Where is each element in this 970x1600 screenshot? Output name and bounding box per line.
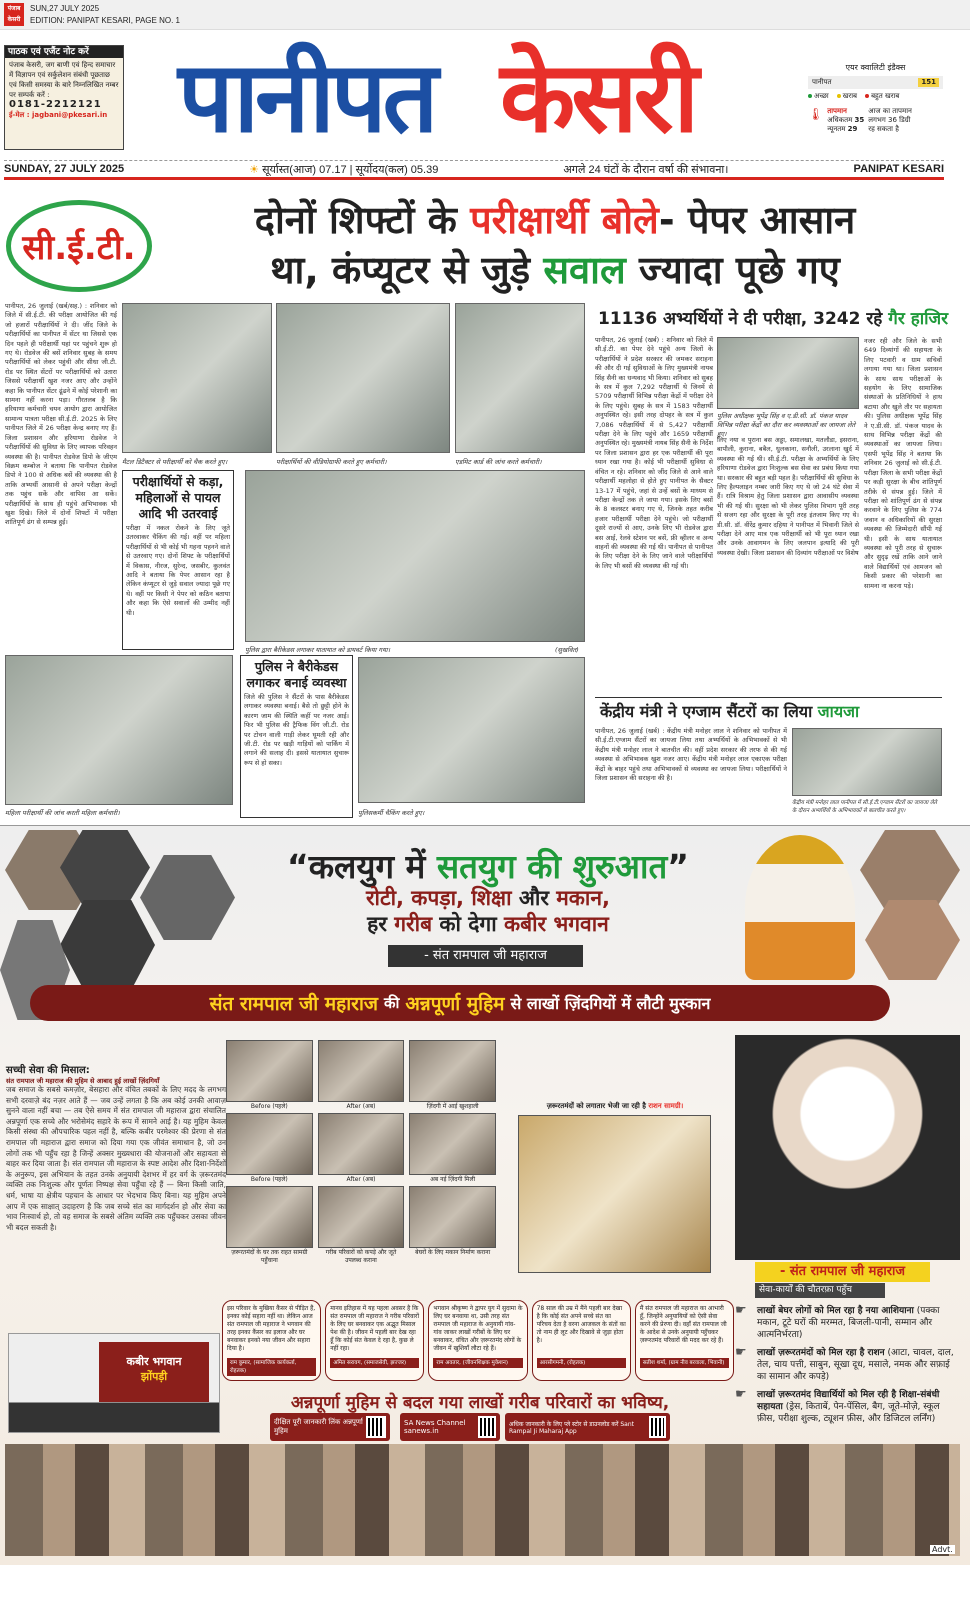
pointing-hand-icon: ☛ (735, 1303, 747, 1318)
photo-metal-detector (122, 303, 272, 453)
photo-police-checking (358, 657, 585, 803)
caption-sp-inspection: पुलिस अधीक्षक भूपेंद्र सिंह व ए.डी.सी. डॉ. पंकज यादव विभिन्न परीक्षा केंद्रों का दौरा कर व्यवस्थाओं का जायजा लेते हुए। (717, 412, 856, 438)
sun-icon: ☀ (249, 163, 260, 176)
box-body: जिले की पुलिस ने सैंटरों के पास बैरीकेडस लगाकर व्यवस्था बनाई। बैसे तो छुट्टी होने के कारण जाम की स्थिति कहीं पर नजर आई। फिर भी पुलिस की ट्रैफिक विंग जी.टी. रोड पर टोचन वाली गाड़ी लेकर घूमती रही और जी.टी. रोड पर खड़ी गाड़ियों को पार्किंग में लगाने की सलाह दी। इससे यातायात सुचारू रूप से हो सका। (244, 693, 349, 767)
grid-label: अब नई ज़िंदगी मिली (430, 1176, 476, 1183)
caption-police-checking: पुलिसकर्मी चैकिंग करते हुए। (358, 809, 425, 817)
testimonial: मैं संत रामपाल जी महाराज का आभारी हूँ, जिन्होंने अनुयायियों को ऐसी सेवा करने की प्रेरणा दी। वहाँ संत रामपाल जी के आदेश से उनके अनुयायी पहुँचकर ज़रूरतमंद परिवारों की मदद कर रहे हैं। सतीश शर्मा, (ग्राम नीव बरवाला, भिवानी) (635, 1300, 734, 1381)
ad-left-body: जब समाज के सबसे कमज़ोर, बेसहारा और वंचित तबकों के लिए मदद के लगभग सभी दरवाज़े बंद नज़र आते हैं — जब उन्हें लगता है कि अब कोई उनकी आवाज़ सुनने वाला नहीं बचा — तब ऐसे समय में संत रामपाल जी महाराज द्वारा संचालित अन्नपूर्णा एक सच्चे और भरोसेमंद सहारे के रूप में सामने आई है। यह मुहिम केवल किसी संस्था की औपचारिक पहल नहीं है, बल्कि कबीर परमेश्वर की प्रेरणा से संत रामपाल जी महाराज द्वारा समाज को दिया गया एक जीवंत समाधान है, जो उन लोगों तक भी पहुँच रहा है जिन्हें अक्सर मुख्यधारा की योजनाओं और सहायता से बाहर कर दिया जाता है। संत रामपाल जी महाराज के स्पष्ट आदेश और दिशा-निर्देशों के अनुरूप, इस अभियान के तहत उनके अनुयायी देशभर में हर वर्ग के ज़रूरतमंद व्यक्ति तक निःशुल्क और पूर्णतः निष्पक्ष सेवा पहुँचा रहे हैं — बिना किसी जाति, धर्म, भाषा या क्षेत्रीय पहचान के आधार पर भेदभाव किए बिना। यह मुहिम अपने आप में एक साक्षात् उदाहरण है कि जब सच्चे संत का मार्गदर्शन हो और सेवा का भाव निःस्वार्थ हो, तो वह समाज के सबसे अंतिम व्यक्ति तक पहुँचकर उसका जीवन भी बदल सकती है। (6, 1085, 226, 1232)
testimonials (222, 1300, 734, 1381)
kabir-figure-image (745, 835, 855, 980)
photo-minister (792, 728, 942, 796)
box-title: पुलिस ने बैरीकेडस लगाकर बनाई व्यवस्था (246, 659, 347, 690)
photo-credit: (सुखवित) (555, 646, 579, 654)
ad-subheadline: रोटी, कपड़ा, शिक्षा और मकान, हर गरीब को देगा कबीर भगवान (365, 886, 611, 936)
bullet-item: ☛ लाखों ज़रूरतमंद विद्यार्थियों को मिल रही है शिक्षा-संबंधी सहायता (ड्रेस, किताबें, पेन-पेंसिल, बैग, जूते-मोज़े, स्कूल फ़ीस, परीक्षा शुल्क, ट्यूशन फ़ीस, और डिजिटल लर्निंग) (735, 1387, 940, 1424)
photo-admit-card (455, 303, 585, 453)
grid-photo (409, 1186, 496, 1248)
sunset-time: सूर्यास्त(आज) 07.17 (262, 163, 347, 176)
ad-signature: - संत रामपाल जी महाराज (388, 945, 583, 967)
box-body: परीक्षा में नकल रोकने के लिए जूते उतरवाकर चैकिंग की गई। वहीं पर महिला परीक्षार्थियों से भी कोई भी गहना पहनने वाले से उतरवाए गए। दोनों शिफ्ट के परीक्षार्थियों में विकास, नीरज, सुरेन्द, जसबीर, कुलवंत आदि ने बताया कि पेपर आसान रहा है लेकिन कंप्यूटर से जुड़े सवाल ज्यादा पूछे गए थे। वहीं पर किसी ने पेपर को कठिन बताया और कहा कि ऐसे सवालों की उम्मीद नहीं थी। (126, 524, 230, 617)
pointing-hand-icon: ☛ (735, 1345, 747, 1360)
date-strip: SUNDAY, 27 JULY 2025 ☀ सूर्यास्त(आज) 07.17 | सूर्योदय(कल) 05.39 अगले 24 घंटों के दौरान वर्षा की संभावना। PANIPAT KESARI (4, 160, 944, 180)
ad-photo-collage (5, 1444, 960, 1556)
caption-metal-detector: मैटल डिटैक्टर से परीक्षार्थी को चैक करते हुए। (122, 458, 228, 466)
truck-subtext: झोंपड़ी (140, 1370, 168, 1383)
story2-body-col3: नजर रही और जिले के सभी 649 दिव्यांगों की सहायता के लिए पटवारी व ग्राम सचिवों लगाया गया था। जिला प्रशासन के साथ साथ परीक्षाओं के सहयोग के लिए सामाजिक संस्थाओं के प्रतिनिधियों ने हाथ बटाया और खुले तौर पर सहायता की। पुलिस अधीक्षक भूपेंद्र सिंह ने ए.डी.सी. डॉ. पंकज यादव के साथ विभिन्न परीक्षा केंद्रों की व्यवस्थाओं का जायजा लिया। एसपी भूपेंद्र सिंह ने बताया कि शनिवार 26 जुलाई को सी.ई.टी. परीक्षा जिला के सभी परीक्षा केंद्रों पर कड़ी सुरक्षा के बीच शांतिपूर्ण तरीके से संपन्न हुई। जिले में परीक्षा को शांतिपूर्ण ढंग से संपन्न करवाने के लिए पुलिस के 774 जवान व अधिकारियों की सुरक्षा व्यवस्था की जिम्मेदारी सौंपी गई थी। इसी के साथ यातायात व्यवस्था को पूरी तरह से सुचारू और सुदृढ़ रखें ताकि आने जाने वाले विद्यार्थियों एवं आमजन को किसी प्रकार की परेशानी का सामना ना करना पड़े। (864, 337, 942, 590)
truck-text: कबीर भगवान (126, 1355, 182, 1368)
reach-title: सेवा-कार्यों की चौतरफ़ा पहुँच (755, 1283, 885, 1298)
pointing-hand-icon: ☛ (735, 1387, 747, 1402)
caption-women-checking: महिला परीक्षार्थी की जांच करती महिला कर्मचारी। (5, 809, 120, 817)
temp-title: तापमान (827, 107, 847, 115)
testimonial: इस परिवार के मुखिया कैंसर से पीड़ित हैं, इनका कोई सहारा नहीं था। लेकिन आज संत रामपाल जी महाराज ने भगवान की तरह इनका कैंसर का इलाज और घर बनवाकर इनको नया जीवन और सहारा दिया है। राम कुमार, (सामाजिक कार्यकर्ता, रोहतक) (222, 1300, 321, 1381)
photo-women-checking (5, 655, 233, 805)
grid-photo (409, 1040, 496, 1102)
divider (595, 697, 942, 698)
story2-body-col1: पानीपत, 26 जुलाई (खर्ब) : शनिवार को जिले में सी.ई.टी. का पेपर देने पहुंचे अन्य जिलों के परीक्षार्थियों ने प्रदेश सरकार की जमकर सराहना की और दी गई सुविधाओं के लिए मुख्यमंत्री नायब सिंह सैनी का धन्यवाद भी किया। शनिवार को सुबह के सत्र में कुल 7,292 परीक्षार्थी थे जिनमें से 5709 परीक्षार्थी विभिन्न परीक्षा केंद्रों में परीक्षा देने के लिए पहुंचे। सुबह के सत्र में 1583 परीक्षार्थी अनुपस्थित रहे। इसी तरह दोपहर के सत्र में कुल 7,086 परीक्षार्थियों में से 5,427 परीक्षार्थी परीक्षा देने के लिए पहुंचे और 1659 परीक्षार्थी अनुपस्थित रहे। मुख्यमंत्री नायब सिंह सैनी के निर्देश पर जिला प्रशासन द्वारा हर एक परीक्षार्थी की पूरा ध्यान रखा गया है। कोई भी परीक्षार्थी सुविधा से वंचित न रहे। शनिवार को जींद जिले से आने वाले परीक्षार्थी महलोहा से होते हुए पानीपत के सैक्टर 13-17 में पहुंचे, जहां से उन्हें बसों के माध्यम से परीक्षा केन्द्रों तक ले जाया गया। इसके लिए बसों के 8 कलस्टर बनाए गए थे, जिनके तहत करीब हजार परीक्षार्थी परीक्षा देने पहुंचे। जो परीक्षार्थी दूसरे राज्यों से आए, उनके लिए भी रोडवेज द्वारा बस आई, रेलवे स्टेशन पर बसें, फ्री व्हीलर व अन्य वाहनों की व्यवस्था की गई थी। पानीपत से पानीपत के लिए परीक्षा देने के लिए जाने वाले परीक्षार्थियों के लिए भी बसों की व्यवस्था की गई थी। (595, 336, 714, 570)
grid-label: After (अब) (346, 1176, 376, 1183)
caption-barricades: पुलिस द्वारा बैरीकेडस लगाकर यातायात को डायवर्ट किया गया। (245, 646, 390, 654)
grid-photo (318, 1040, 405, 1102)
story3-headline: केंद्रीय मंत्री ने एग्जाम सैंटरों का लिया जायजा (600, 702, 860, 721)
grid-label: After (अब) (346, 1103, 376, 1110)
top-bar (0, 0, 970, 30)
grid-label: Before (पहले) (250, 1176, 288, 1183)
reader-notice-box (4, 45, 124, 150)
advt-label: Advt. (932, 1545, 953, 1554)
grid-photo (409, 1113, 496, 1175)
notice-title: पाठक एवं एजैंट नोट करें (5, 46, 123, 58)
qr-code-icon (649, 1416, 666, 1438)
box-title: परीक्षार्थियों से कड़ा, महिलाओं से पायल आदि भी उतरवाई (132, 474, 224, 521)
qr-code-icon (478, 1416, 496, 1438)
story3-body: पानीपत, 26 जुलाई (खर्ब) : केंद्रीय मंत्री मनोहर लाल ने शनिवार को पानीपत में सी.ई.टी.एग्जाम सैंटरों का जायजा लिया तथा अभ्यर्थियों के अभिभावकों से भी केंद्रीय मंत्री मनोहर लाल ने बातचीत की। वहीं प्रदेश सरकार की तरफ से की गई व्यवस्था से अभिभावक खुश नजर आए। केंद्रीय मंत्री मनोहर लाल एकाएक परीक्षा केंद्रों के बाहर पहुंचे तथा अभिभावकों से व्यवस्था का जायजा लिया। परीक्षार्थियों ने जिला प्रशासन की सराहना की है। (595, 727, 787, 783)
aqi-legend-good: अच्छा (808, 92, 829, 101)
masthead-title-part2: केसरी (500, 41, 695, 155)
qr-box[interactable]: दीक्षित पूरी जानकारी लिंक अन्नपूर्णा मुहिम (270, 1413, 390, 1441)
notice-phone: 0181-2212121 (9, 99, 102, 110)
caption-videography: परीक्षार्थियों की वीडियोग्राफी करते हुए कर्मचारी। (276, 458, 387, 466)
ad-left-text (6, 1062, 226, 1305)
strip-date: SUNDAY, 27 JULY 2025 (4, 163, 125, 175)
edition-label: EDITION: PANIPAT KESARI, PAGE NO. 1 (30, 16, 180, 25)
lead-headline: दोनों शिफ्टों के परीक्षार्थी बोले- पेपर आसान था, कंप्यूटर से जुड़े सवाल ज्यादा पूछे गए (254, 198, 856, 292)
photo-barricades (245, 470, 585, 642)
weather-forecast: अगले 24 घंटों के दौरान वर्षा की संभावना। (563, 163, 729, 176)
testimonial: 78 साल की उम्र में मैंने पहली बार देखा है कि कोई संत अपने सच्चे संत का परिचय देता है वरना आजकल के संतों का तो नाम ही लूट और दिखावे से जुड़ा होता है। आरसीगमनी, (रोहतक) (532, 1300, 631, 1381)
bullet-item: ☛ लाखों ज़रूरतमंदों को मिल रहा है राशन (आटा, चावल, दाल, तेल, चाय पत्ती, साबुन, सूखा दूध, मसाले, नमक और सफ़ाई का सामान और कपड़े) (735, 1345, 954, 1382)
portrait-label: - संत रामपाल जी महाराज (755, 1262, 930, 1282)
aqi-city: पानीपत (812, 78, 832, 86)
qr-box[interactable]: अधिक जानकारी के लिए प्ले स्टोर से डाउनलोड करें Sant Rampal Ji Maharaj App (505, 1413, 670, 1441)
temp-max: 35 (854, 116, 865, 124)
temp-min: 29 (847, 125, 858, 133)
bullet-item: ☛ लाखों बेघर लोगों को मिल रहा है नया आशियाना (पक्का मकान, टूटे घरों की मरम्मत, बिजली-पानी, सम्मान और आत्मनिर्भरता) (735, 1303, 940, 1340)
grid-label: Before (पहले) (250, 1103, 288, 1110)
ad-bottom-heading: अन्नपूर्णा मुहिम से बदल गया लाखों गरीब परिवारों का भविष्य, (290, 1393, 670, 1413)
sunrise-time: सूर्योदय(कल) 05.39 (355, 163, 439, 176)
cet-badge: सी.ई.टी. (6, 200, 152, 292)
grid-label: ज़रूरतमंदों के घर तक राहत सामग्री पहुँचाना (231, 1249, 308, 1264)
photo-videography (276, 303, 450, 453)
story2-body-col2: लिए नया व पुराना बस अड्डा, समालखा, मतलौडा, इसराना, बापौली, कुराना, बबैल, धुलकाना, सनौली, उरलाना खुर्द में व्यवस्था की गई थी। सी.ई.टी. परीक्षा के अभ्यर्थियों के लिए हरियाणा रोडवेज द्वारा निःशुल्क बस सेवा का प्रबंध किया गया था। सरकार की बहुत बड़ी पहल है। परीक्षार्थियों की सुविधा के लिए हैल्पलाइन नम्बर जारी किए गए थे जो 24 घंटे सेवा में हैं। रात्रि विश्राम हेतु जिला प्रशासन द्वारा आवासीय व्यवस्था भी की गई थी। सुरक्षा को भी लेकर पुलिस विभाग पूरी तरह से सजग रहा और सुरक्षा के पूरी तरह इंतजाम किए गए थे। डी.सी. डॉ. वीरेंद्र कुमार दहिया ने पानीपत में भिवानी जिले से परीक्षा देने आए मात्र एक परीक्षार्थी को भी पूरा ध्यान रखा और उनके आवागमन के लिए जलपान इत्यादि की पूरी व्यवस्था देखी। जिला प्रशासन की दिव्यांग परीक्षाओं पर विशेष (717, 436, 859, 557)
ad-banner: संत रामपाल जी महाराज की अन्नपूर्णा मुहिम से लाखों ज़िंदगियों में लौटी मुस्कान (30, 985, 890, 1021)
qr-code-icon (366, 1416, 386, 1438)
notice-body: पंजाब केसरी, जग बाणी एवं हिन्द समाचार में विज्ञापन एवं सर्कुलेशन संबंधी पूछताछ एवं किसी समस्या के बारे निम्नलिखित नम्बर पर सम्पर्क करें : (9, 61, 119, 99)
photo-ration-supplies (518, 1115, 711, 1273)
ad-left-title: सच्ची सेवा की मिसाल: (6, 1065, 90, 1076)
grid-photo (318, 1113, 405, 1175)
grid-label: ज़िंदगी में आई खुशहाली (426, 1103, 479, 1110)
aqi-value: 151 (918, 78, 939, 87)
temp-forecast: आज का तापमान लगभग 36 डिग्री रह सकता है (868, 107, 912, 133)
photo-sp-inspection (717, 337, 859, 409)
lead-story-body: पानीपत, 26 जुलाई (खर्ब/सह.) : शनिवार को जिले में सी.ई.टी. की परीक्षा आयोजित की गई जो हजारों परीक्षार्थियों ने दी। जींद जिले के परीक्षार्थियों का पानीपत में सेंटर था जिससे एक दिन पहले ही परीक्षार्थी यहां पर पहुंचने शुरू हो गए थे। रोडवेज की बसें शनिवार सुबह के समय परीक्षार्थियों को लेकर पहुंची और सीधा जी.टी. रोड पर स्थित सेंटरों पर परीक्षार्थियों को उतारा जिससे परीक्षार्थी खुश नजर आए और उन्होंने कहा कि पानीपत सेंटर ढूंढने में कोई परेशानी का सामना नहीं करना पड़ा। गौरतलब है कि हरियाणा कर्मचारी चयन आयोग द्वारा आयोजित सामान्य पात्रता परीक्षा सी.ई.टी. 2025 के लिए पानीपत जिले में 26 परीक्षा केन्द्र बनाए गए हैं। जिला प्रशासन और हरियाणा रोडवेज ने परीक्षार्थियों की सुविधा के लिए व्यापक परिवहन व्यवस्था की है। पानीपत रोडवेज डिपो के जीएम विक्रम कम्बोज ने बताया कि पानीपत रोडवेज डिपो ने 100 से अधिक बसें की व्यवस्था की है ताकि अभ्यर्थी आसानी से अपने परीक्षा केन्द्रों तक पहुंच सकें और वापिस आ सकें। परीक्षार्थियों के साथ ही पहुंचे अभिभावक भी खुश दिखे। जिले में दोनों शिफ्टों में परीक्षा शांतिपूर्ण ढंग से सम्पन्न हुई। (5, 302, 117, 527)
notice-email: ई-मेल : jagbani@pkesari.in (9, 111, 108, 119)
masthead-title-part1: पानीपत (178, 41, 435, 155)
thermometer-icon: 🌡 (808, 107, 824, 121)
portrait-image (735, 1035, 960, 1260)
ration-caption: ज़रूरतमंदों को लगातार भेजी जा रही है राशन सामग्री। (546, 1102, 684, 1110)
publication-logo: पंजाब केसरी (4, 3, 24, 26)
ad-left-subtitle: संत रामपाल जी महाराज की मुहिम से आबाद हुई लाखों ज़िंदगियाँ (6, 1077, 160, 1085)
grid-photo (226, 1040, 313, 1102)
qr-box[interactable]: SA News Channel sanews.in (400, 1413, 500, 1441)
issue-date: SUN,27 JULY 2025 (30, 4, 100, 13)
story2-headline: 11136 अभ्यर्थियों ने दी परीक्षा, 3242 रहे गैर हाजिर (598, 309, 949, 329)
testimonial: मानव इतिहास में यह पहला अवसर है कि संत रामपाल जी महाराज ने गरीब परिवारों के लिए घर बनवाकर एक अद्भुत मिसाल पेश की है। जीवन में पहली बार देख रहा हूँ कि कोई संत केवल दे रहा है, कुछ ले नहीं रहा। अमित सरावग, (समाजसेवी, झज्जर) (325, 1300, 424, 1381)
aqi-legend-bad: खराब (837, 92, 857, 101)
grid-photo (226, 1186, 313, 1248)
ad-quote-headline: “कलयुग में सतयुग की शुरुआत” (287, 847, 689, 886)
testimonial: भगवान श्रीकृष्ण ने द्वापर युग में सुदामा के लिए घर बनवाया था, उसी तरह संत रामपाल जी महाराज के अनुयायी गांव-गांव जाकर लाखों गरीबों के लिए घर बनवाकर, वंचित और ज़रूरतमंद लोगों के जीवन में खुशियाँ लौटा रहे हैं। राम अवतार, (जीवनशिक्षक मुकेशन) (428, 1300, 527, 1381)
grid-photo (226, 1113, 313, 1175)
truck-image (8, 1333, 220, 1433)
grid-label: बेघरों के लिए मकान निर्माण कराना (415, 1249, 491, 1256)
grid-label: गरीब परिवारों को कपड़े और जूते उपलब्ध कराना (325, 1249, 397, 1264)
sidebar-box-police (240, 655, 353, 818)
aqi-title: एयर क्वालिटी इंडैक्स (845, 63, 906, 72)
ad-photo-grid (226, 1040, 496, 1264)
service-bullets (735, 1305, 960, 1431)
strip-paper-name: PANIPAT KESARI (853, 163, 944, 175)
sidebar-box-jewellery (122, 470, 234, 650)
caption-minister: केंद्रीय मंत्री मनोहर लाल पानीपत में सी.ई.टी.एग्जाम सैंटरों का जायजा लेते के दौरान अभ्यर्थियों के अभिभावकों से बातचीत करते हुए। (792, 800, 937, 814)
grid-photo (318, 1186, 405, 1248)
caption-admit-card: एडमिट कार्ड की जांच करते कर्मचारी। (455, 458, 542, 466)
air-quality-widget: एयर क्वालिटी इंडैक्स पानीपत 151 अच्छा खराब बहुत खराब 🌡 तापमान अधिकतम 35 न्यूनतम 29 आज का तापमान लगभग 36 डिग्री रह सकता है (808, 62, 943, 134)
aqi-legend-very-bad: बहुत खराब (865, 92, 899, 101)
